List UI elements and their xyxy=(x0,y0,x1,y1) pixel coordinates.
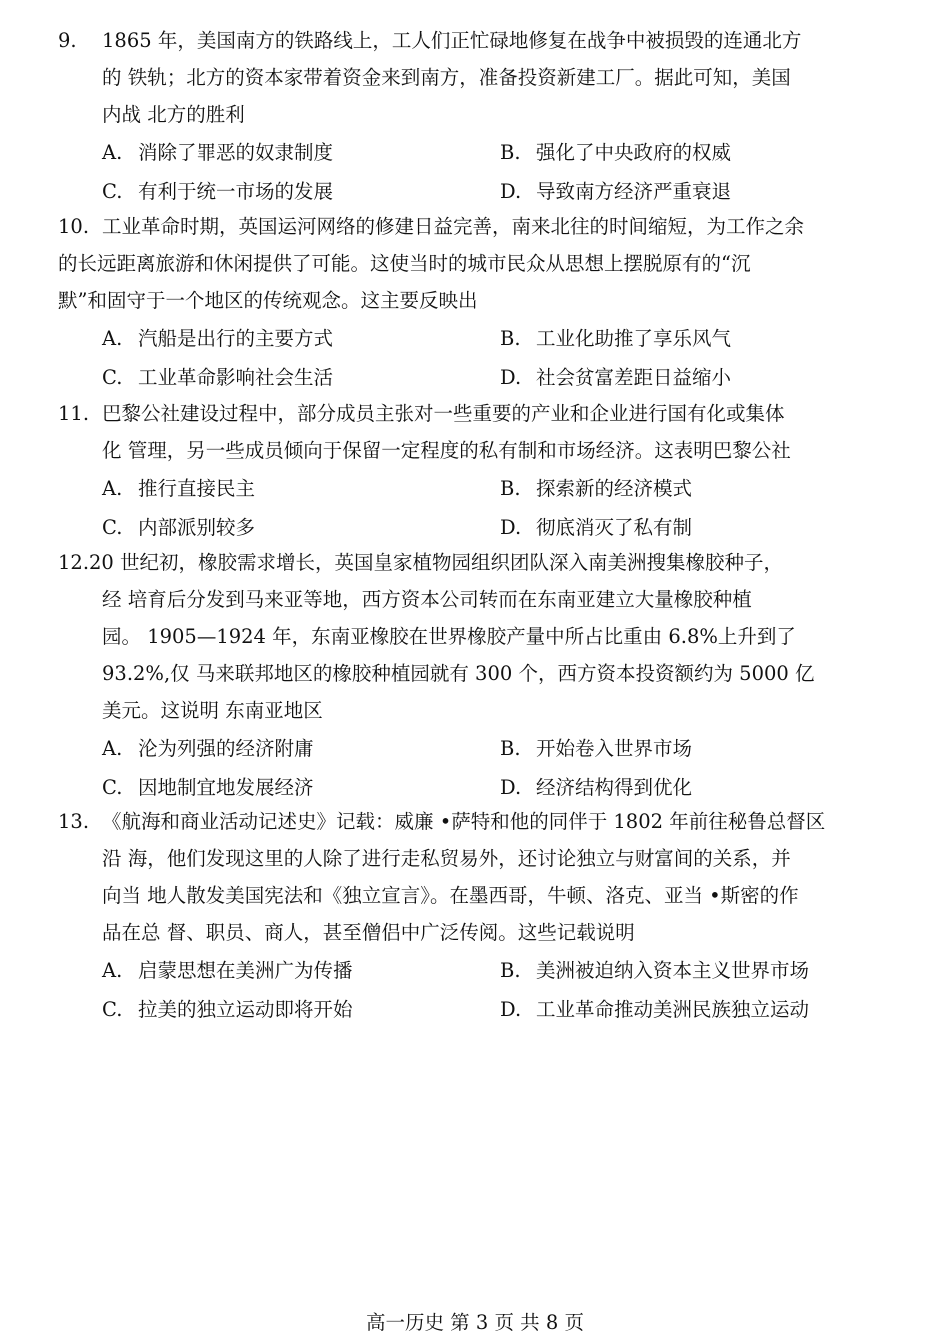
option-c[interactable] xyxy=(102,172,333,211)
question-10 xyxy=(58,208,892,397)
option-text: 因地制宜地发展经济 xyxy=(138,776,314,799)
question-11 xyxy=(58,395,892,547)
option-text: 消除了罪恶的奴隶制度 xyxy=(138,141,334,164)
option-text: 推行直接民主 xyxy=(138,477,256,500)
option-d[interactable] xyxy=(500,990,809,1029)
question-number: 12. xyxy=(58,551,90,574)
option-label: B. xyxy=(500,959,521,982)
option-label: C. xyxy=(102,776,123,799)
question-line xyxy=(58,208,892,245)
option-text: 工业革命影响社会生活 xyxy=(138,366,334,389)
option-label: C. xyxy=(102,516,123,539)
option-c[interactable] xyxy=(102,990,353,1029)
question-13 xyxy=(58,803,892,1029)
question-text: 的 铁轨；北方的资本家带着资金来到南方，准备投资新建工厂。据此可知，美国 xyxy=(102,66,791,89)
question-text: 93.2%,仅 马来联邦地区的橡胶种植园就有 300 个，西方资本投资额约为 5000 亿 xyxy=(102,662,815,685)
option-d[interactable] xyxy=(500,358,731,397)
option-d[interactable] xyxy=(500,172,731,211)
option-c[interactable] xyxy=(102,508,255,547)
option-label: A. xyxy=(102,477,123,500)
option-text: 开始卷入世界市场 xyxy=(536,737,693,760)
option-row xyxy=(58,469,892,508)
option-row xyxy=(58,768,892,807)
question-9 xyxy=(58,22,892,211)
question-number: 13. xyxy=(58,810,90,833)
option-a[interactable] xyxy=(102,133,333,172)
option-label: A. xyxy=(102,141,123,164)
option-d[interactable] xyxy=(500,508,692,547)
question-text: 经 培育后分发到马来亚等地，西方资本公司转而在东南亚建立大量橡胶种植 xyxy=(102,588,752,611)
option-text: 工业化助推了享乐风气 xyxy=(536,327,732,350)
question-text: 工业革命时期，英国运河网络的修建日益完善，南来北往的时间缩短，为工作之余 xyxy=(102,215,805,238)
option-row xyxy=(58,990,892,1029)
question-text: 的长远距离旅游和休闲提供了可能。这使当时的城市民众从思想上摆脱原有的“沉 xyxy=(58,252,751,275)
question-text: 品在总 督、职员、商人，甚至僧侣中广泛传阅。这些记载说明 xyxy=(102,921,635,944)
option-b[interactable] xyxy=(500,729,692,768)
question-text: 1865 年，美国南方的铁路线上，工人们正忙碌地修复在战争中被损毁的连通北方 xyxy=(102,29,802,52)
option-a[interactable] xyxy=(102,729,314,768)
option-label: A. xyxy=(102,327,123,350)
option-a[interactable] xyxy=(102,319,333,358)
option-row xyxy=(58,172,892,211)
option-label: D. xyxy=(500,516,522,539)
option-text: 美洲被迫纳入资本主义世界市场 xyxy=(536,959,810,982)
option-label: B. xyxy=(500,141,521,164)
option-b[interactable] xyxy=(500,319,731,358)
option-row xyxy=(58,729,892,768)
question-text: 园。 1905—1924 年，东南亚橡胶在世界橡胶产量中所占比重由 6.8%上升到了 xyxy=(102,625,796,648)
option-label: D. xyxy=(500,366,522,389)
question-line xyxy=(58,544,892,581)
page-footer: 高一历史 第 3 页 共 8 页 xyxy=(365,1311,584,1334)
option-text: 汽船是出行的主要方式 xyxy=(138,327,334,350)
option-text: 沦为列强的经济附庸 xyxy=(138,737,314,760)
question-text: 内战 北方的胜利 xyxy=(102,103,245,126)
question-text: 沿 海，他们发现这里的人除了进行走私贸易外，还讨论独立与财富间的关系，并 xyxy=(102,847,791,870)
option-label: D. xyxy=(500,776,522,799)
option-label: C. xyxy=(102,366,123,389)
option-text: 经济结构得到优化 xyxy=(536,776,693,799)
question-text: 化 管理，另一些成员倾向于保留一定程度的私有制和市场经济。这表明巴黎公社 xyxy=(102,439,791,462)
question-12 xyxy=(58,544,892,807)
question-text: 美元。这说明 东南亚地区 xyxy=(102,699,323,722)
option-row xyxy=(58,319,892,358)
option-label: C. xyxy=(102,180,123,203)
option-label: B. xyxy=(500,477,521,500)
option-a[interactable] xyxy=(102,951,353,990)
question-line xyxy=(58,395,892,432)
option-text: 彻底消灭了私有制 xyxy=(536,516,693,539)
option-text: 探索新的经济模式 xyxy=(536,477,693,500)
option-row xyxy=(58,358,892,397)
option-text: 工业革命推动美洲民族独立运动 xyxy=(536,998,810,1021)
option-label: B. xyxy=(500,737,521,760)
option-text: 有利于统一市场的发展 xyxy=(138,180,334,203)
option-label: C. xyxy=(102,998,123,1021)
question-line xyxy=(58,22,892,59)
question-number: 10. xyxy=(58,215,90,238)
option-c[interactable] xyxy=(102,768,314,807)
option-b[interactable] xyxy=(500,469,692,508)
option-b[interactable] xyxy=(500,951,809,990)
question-text: 默”和固守于一个地区的传统观念。这主要反映出 xyxy=(58,289,478,312)
question-number: 9. xyxy=(58,29,77,52)
question-text: 向当 地人散发美国宪法和《独立宣言》。在墨西哥，牛顿、洛克、亚当 •斯密的作 xyxy=(102,884,799,907)
option-text: 社会贫富差距日益缩小 xyxy=(536,366,732,389)
option-row xyxy=(58,133,892,172)
option-text: 内部派别较多 xyxy=(138,516,256,539)
option-label: D. xyxy=(500,180,522,203)
option-row xyxy=(58,951,892,990)
option-text: 导致南方经济严重衰退 xyxy=(536,180,732,203)
option-label: A. xyxy=(102,959,123,982)
option-c[interactable] xyxy=(102,358,333,397)
question-line xyxy=(58,803,892,840)
option-label: A. xyxy=(102,737,123,760)
option-label: B. xyxy=(500,327,521,350)
question-text: 巴黎公社建设过程中，部分成员主张对一些重要的产业和企业进行国有化或集体 xyxy=(102,402,785,425)
option-b[interactable] xyxy=(500,133,731,172)
question-number: 11. xyxy=(58,402,90,425)
option-row xyxy=(58,508,892,547)
option-label: D. xyxy=(500,998,522,1021)
question-text: 20 世纪初，橡胶需求增长，英国皇家植物园组织团队深入南美洲搜集橡胶种子， xyxy=(89,551,784,574)
option-text: 拉美的独立运动即将开始 xyxy=(138,998,353,1021)
option-text: 强化了中央政府的权威 xyxy=(536,141,732,164)
option-d[interactable] xyxy=(500,768,692,807)
option-a[interactable] xyxy=(102,469,255,508)
question-text: 《航海和商业活动记述史》记载：威廉 •萨特和他的同伴于 1802 年前往秘鲁总督区 xyxy=(102,810,826,833)
option-text: 启蒙思想在美洲广为传播 xyxy=(138,959,353,982)
